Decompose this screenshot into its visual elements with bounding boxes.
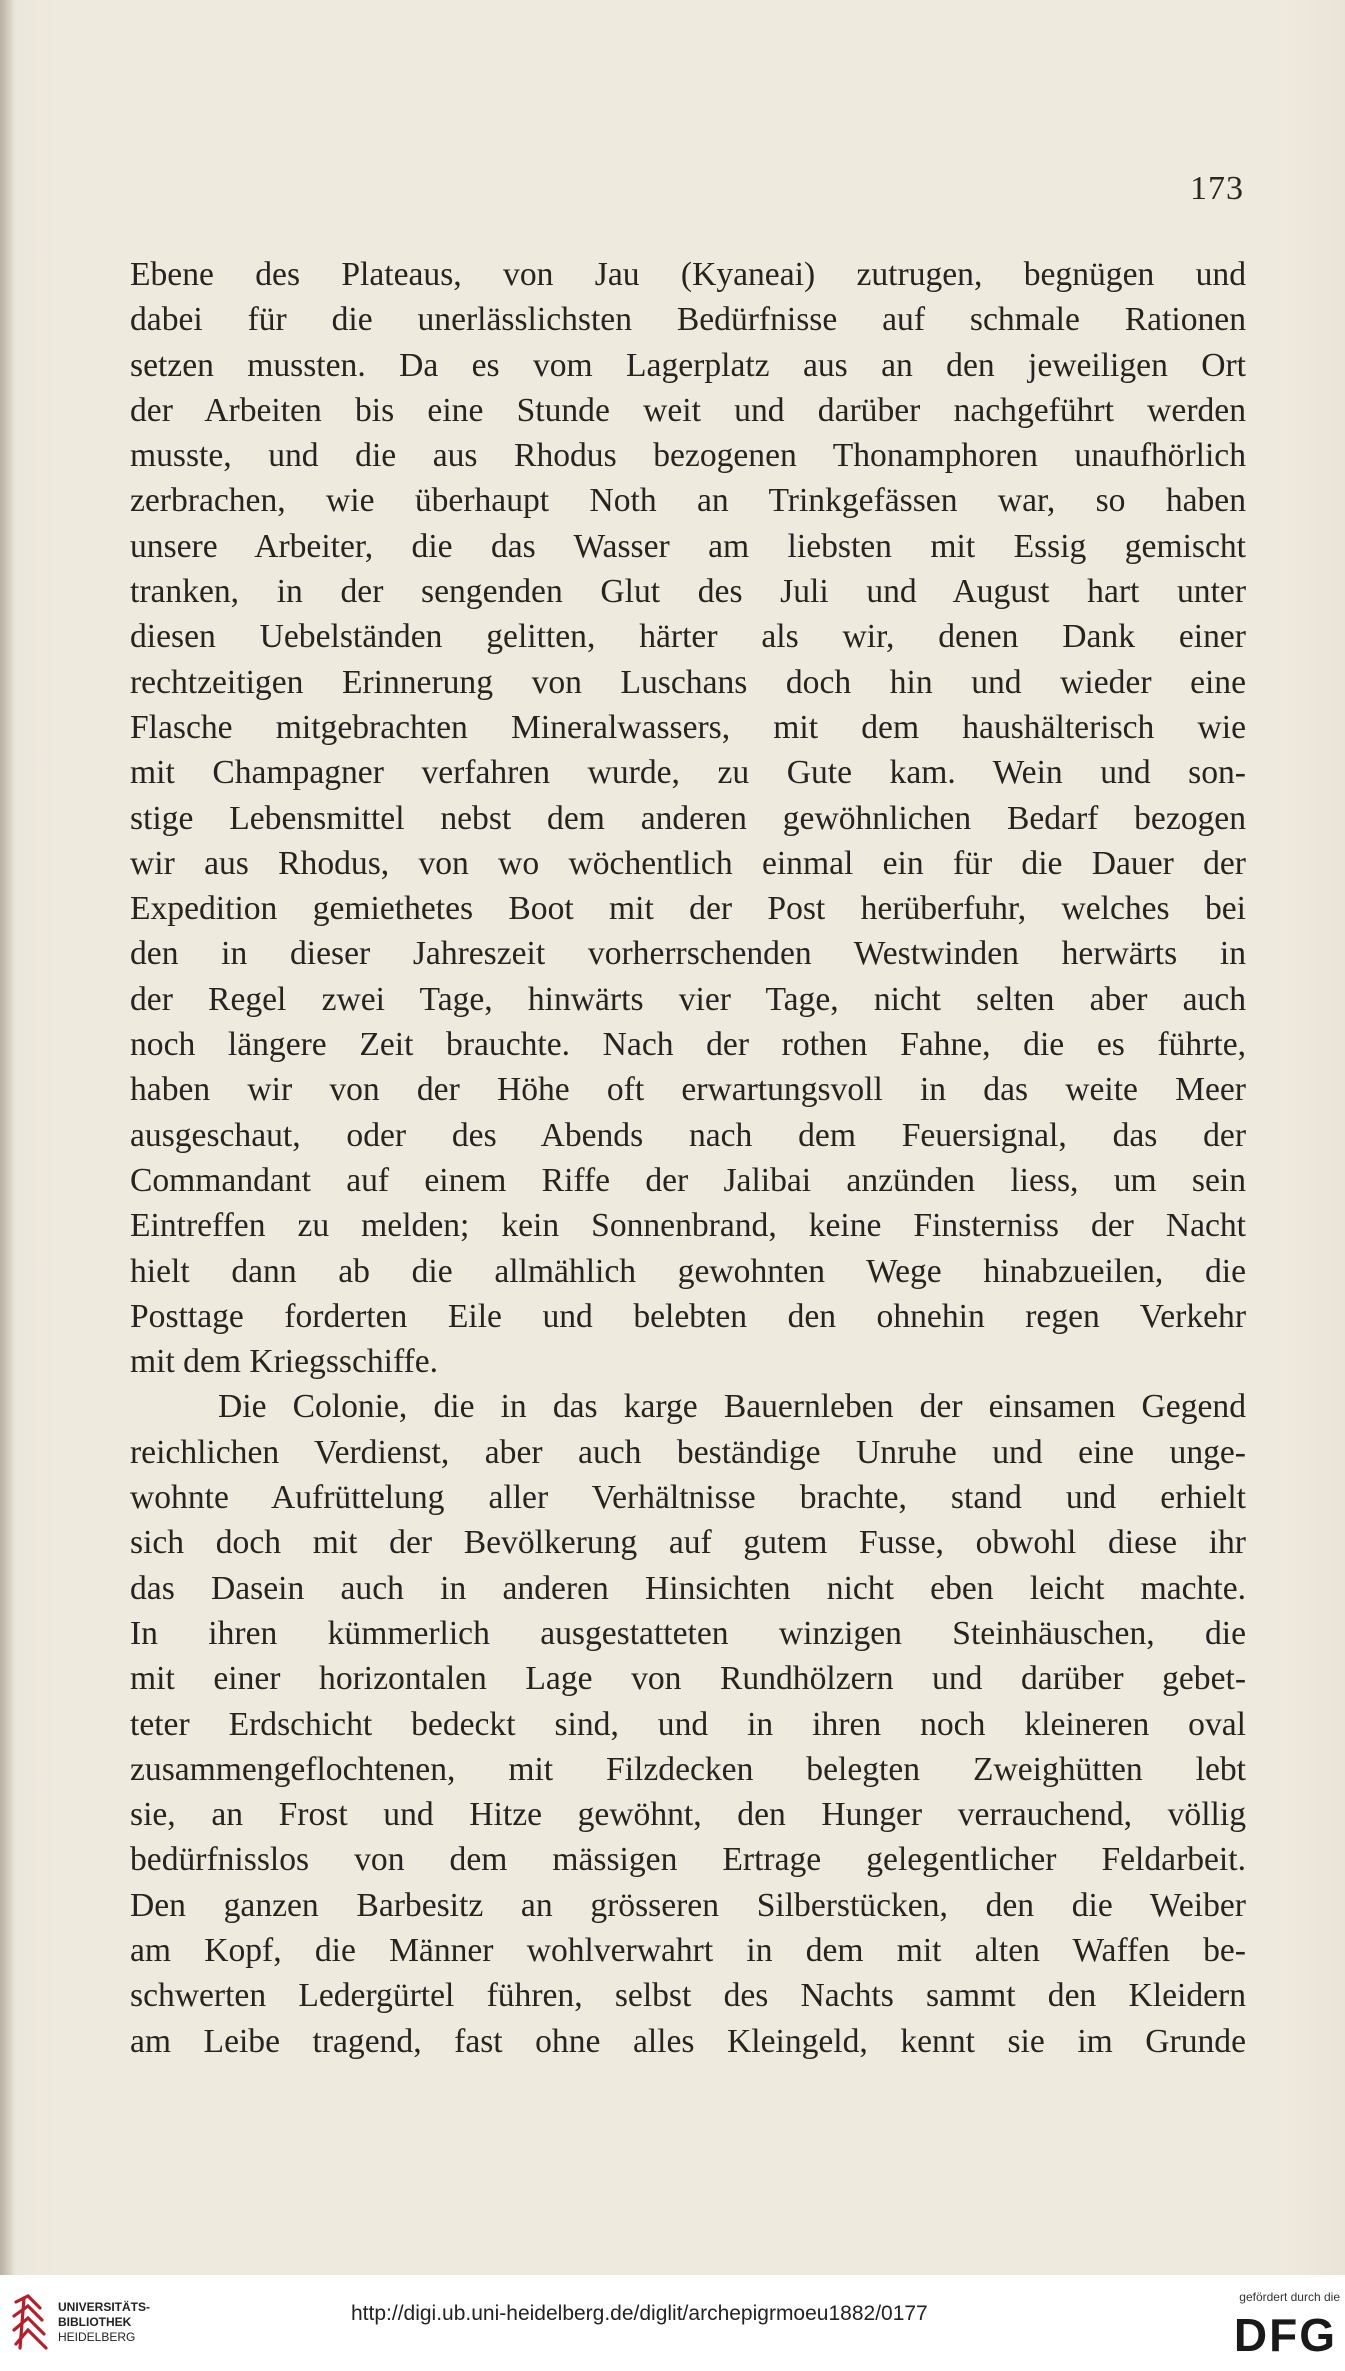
text-line: das Dasein auch in anderen Hinsichten nicht eben leicht machte.: [130, 1569, 1246, 1607]
library-name-line: BIBLIOTHEK: [58, 2315, 132, 2329]
text-line: In ihren kümmerlich ausgestatteten winzigen Steinhäuschen, die: [130, 1614, 1246, 1652]
library-name-line: HEIDELBERG: [58, 2330, 136, 2344]
text-line: mit dem Kriegsschiffe.: [130, 1343, 439, 1381]
text-line: rechtzeitigen Erinnerung von Luschans doch hin und wieder eine: [130, 663, 1246, 701]
text-line: haben wir von der Höhe oft erwartungsvoll in das weite Meer: [130, 1071, 1246, 1109]
text-line: der Regel zwei Tage, hinwärts vier Tage, nicht selten aber auch: [130, 980, 1246, 1018]
text-line: zusammengeflochtenen, mit Filzdecken belegten Zweighütten lebt: [130, 1750, 1246, 1788]
text-line: sie, an Frost und Hitze gewöhnt, den Hunger verrauchend, völlig: [130, 1796, 1246, 1834]
text-line: Die Colonie, die in das karge Bauernleben der einsamen Gegend: [218, 1388, 1246, 1426]
text-line: Commandant auf einem Riffe der Jalibai anzünden liess, um sein: [130, 1161, 1246, 1199]
text-line: Den ganzen Barbesitz an grösseren Silberstücken, den die Weiber: [130, 1886, 1246, 1924]
text-line: ausgeschaut, oder des Abends nach dem Feuersignal, das der: [130, 1116, 1246, 1154]
text-line: den in dieser Jahreszeit vorherrschenden Westwinden herwärts in: [130, 935, 1246, 973]
text-line: hielt dann ab die allmählich gewohnten Wege hinabzueilen, die: [130, 1252, 1246, 1290]
text-line: zerbrachen, wie überhaupt Noth an Trinkgefässen war, so haben: [130, 482, 1246, 520]
university-library-logo-icon: [10, 2290, 52, 2352]
text-line: bedürfnisslos von dem mässigen Ertrage gelegentlicher Feldarbeit.: [130, 1841, 1246, 1879]
funding-caption: gefördert durch die: [1239, 2290, 1340, 2304]
text-line: musste, und die aus Rhodus bezogenen Thonamphoren unaufhörlich: [130, 437, 1246, 475]
page-edge-shadow: [0, 0, 14, 2275]
text-line: am Kopf, die Männer wohlverwahrt in dem mit alten Waffen be-: [130, 1931, 1246, 1969]
text-line: Posttage forderten Eile und belebten den ohnehin regen Verkehr: [130, 1297, 1246, 1335]
text-line: Eintreffen zu melden; kein Sonnenbrand, keine Finsterniss der Nacht: [130, 1207, 1246, 1245]
text-line: mit einer horizontalen Lage von Rundhölzern und darüber gebet-: [130, 1660, 1246, 1698]
text-line: der Arbeiten bis eine Stunde weit und darüber nachgeführt werden: [130, 391, 1246, 429]
dfg-logo: DFG: [1233, 2309, 1337, 2361]
text-line: reichlichen Verdienst, aber auch beständige Unruhe und eine unge-: [130, 1433, 1246, 1471]
text-line: stige Lebensmittel nebst dem anderen gewöhnlichen Bedarf bezogen: [130, 799, 1246, 837]
text-line: teter Erdschicht bedeckt sind, und in ihren noch kleineren oval: [130, 1705, 1246, 1743]
text-line: am Leibe tragend, fast ohne alles Kleingeld, kennt sie im Grunde: [130, 2022, 1246, 2060]
library-name-line: UNIVERSITÄTS-: [58, 2300, 151, 2314]
text-line: Ebene des Plateaus, von Jau (Kyaneai) zutrugen, begnügen und: [130, 256, 1246, 293]
text-line: wir aus Rhodus, von wo wöchentlich einmal ein für die Dauer der: [130, 844, 1246, 882]
text-line: setzen mussten. Da es vom Lagerplatz aus an den jeweiligen Ort: [130, 346, 1246, 384]
page-number: 173: [1190, 170, 1244, 207]
text-line: mit Champagner verfahren wurde, zu Gute kam. Wein und son-: [130, 754, 1246, 792]
text-line: schwerten Ledergürtel führen, selbst des Nachts sammt den Kleidern: [130, 1977, 1246, 2015]
body-text: [130, 252, 1246, 2064]
library-name: [58, 2300, 150, 2345]
text-line: wohnte Aufrüttelung aller Verhältnisse brachte, stand und erhielt: [130, 1479, 1246, 1517]
text-line: sich doch mit der Bevölkerung auf gutem Fusse, obwohl diese ihr: [130, 1524, 1246, 1562]
text-line: unsere Arbeiter, die das Wasser am liebsten mit Essig gemischt: [130, 527, 1246, 565]
text-line: Expedition gemiethetes Boot mit der Post herüberfuhr, welches bei: [130, 890, 1246, 928]
source-url-link[interactable]: http://digi.ub.uni-heidelberg.de/diglit/archepigrmoeu1882/0177: [351, 2302, 928, 2325]
text-line: tranken, in der sengenden Glut des Juli und August hart unter: [130, 573, 1246, 611]
text-line: noch längere Zeit brauchte. Nach der rothen Fahne, die es führte,: [130, 1026, 1246, 1064]
text-line: Flasche mitgebrachten Mineralwassers, mit dem haushälterisch wie: [130, 708, 1246, 746]
text-line: diesen Uebelständen gelitten, härter als wir, denen Dank einer: [130, 618, 1246, 656]
text-line: dabei für die unerlässlichsten Bedürfnisse auf schmale Rationen: [130, 301, 1246, 339]
